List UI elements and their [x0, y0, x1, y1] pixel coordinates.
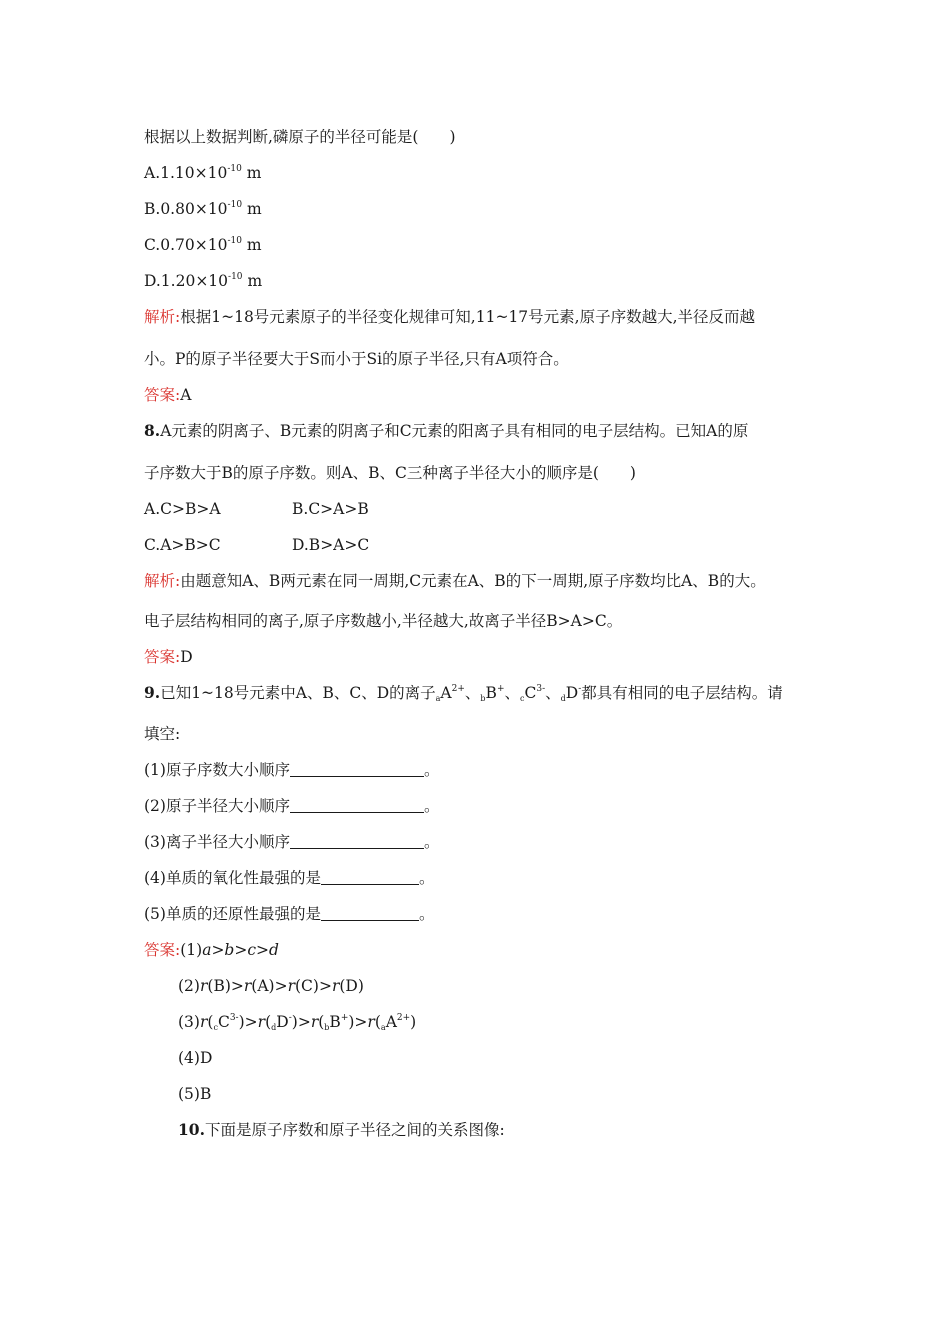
- question-number: 10.: [178, 1120, 205, 1139]
- question-number: 8.: [144, 421, 161, 440]
- analysis-label: 解析:: [144, 308, 181, 326]
- q8-analysis: 解析:由题意知A、B两元素在同一周期,C元素在A、B的下一周期,原子序数均比A、B的大。: [144, 572, 766, 590]
- q9-answer-4: (4)D: [178, 1049, 213, 1067]
- answer-blank[interactable]: [321, 905, 419, 921]
- answer-label: 答案:: [144, 386, 181, 404]
- answer-blank[interactable]: [290, 761, 424, 777]
- q9-stem-cont: 填空:: [144, 725, 181, 743]
- q7-option-d[interactable]: $D.1.20\times 10^{-10}$ m: [144, 272, 263, 290]
- q8-options-row1: [144, 499, 369, 519]
- q8-option-a[interactable]: A.C>B>A: [144, 500, 221, 518]
- q8-analysis-cont: 电子层结构相同的离子,原子序数越小,半径越大,故离子半径B>A>C。: [144, 612, 623, 630]
- q8-stem: 8.A元素的阴离子、B元素的阴离子和C元素的阳离子具有相同的电子层结构。已知A的原: [144, 421, 749, 440]
- q8-options-row2: [144, 535, 370, 555]
- q9-stem: 9.已知1~18号元素中A、B、C、D的离子$_aA^{2+}$、$_b$B+、$_cC^{3-}$、$_d$D-都具有相同的电子层结构。请: [144, 683, 783, 703]
- q9-item-2: (2)原子半径大小顺序 。: [144, 797, 440, 815]
- q9-item-1: (1)原子序数大小顺序 。: [144, 761, 440, 779]
- q8-answer: 答案:D: [144, 648, 193, 666]
- q9-answer-1: 答案:(1)a>b>c>d: [144, 941, 279, 959]
- q7-analysis: 解析:根据1~18号元素原子的半径变化规律可知,11~17号元素,原子序数越大,半径反而越: [144, 308, 756, 326]
- q8-stem-cont: 子序数大于B的原子序数。则A、B、C三种离子半径大小的顺序是( ): [144, 464, 636, 482]
- q9-answer-3: $(3)r(_cC^{3-})>r(_dD^-)>r(_bB^+)>r(_aA^{2+})$: [178, 1013, 417, 1032]
- q9-item-4: (4)单质的氧化性最强的是 。: [144, 869, 435, 887]
- q10-stem: 10.下面是原子序数和原子半径之间的关系图像:: [178, 1120, 505, 1139]
- question-number: 9.: [144, 683, 161, 702]
- answer-label: 答案:: [144, 941, 181, 959]
- q8-option-b[interactable]: B.C>A>B: [292, 500, 369, 518]
- answer-blank[interactable]: [321, 869, 419, 885]
- analysis-label: 解析:: [144, 572, 181, 590]
- q9-answer-5: (5)B: [178, 1085, 212, 1103]
- q8-option-c[interactable]: C.A>B>C: [144, 536, 221, 554]
- answer-blank[interactable]: [290, 833, 424, 849]
- q7-option-a[interactable]: $A.1.10\times 10^{-10}$ m: [144, 164, 262, 182]
- q7-analysis-cont: 小。P的原子半径要大于S而小于Si的原子半径,只有A项符合。: [144, 350, 569, 368]
- q9-item-3: (3)离子半径大小顺序 。: [144, 833, 440, 851]
- q7-option-c[interactable]: $C.0.70\times 10^{-10}$ m: [144, 236, 262, 254]
- answer-label: 答案:: [144, 648, 181, 666]
- q7-answer: 答案:A: [144, 386, 192, 404]
- answer-blank[interactable]: [290, 797, 424, 813]
- q9-item-5: (5)单质的还原性最强的是 。: [144, 905, 435, 923]
- q7-stem: 根据以上数据判断,磷原子的半径可能是( ): [144, 128, 456, 146]
- q9-answer-2: (2)r(B)>r(A)>r(C)>r(D): [178, 977, 364, 995]
- q7-option-b[interactable]: $B.0.80\times 10^{-10}$ m: [144, 200, 262, 218]
- q8-option-d[interactable]: D.B>A>C: [292, 536, 370, 554]
